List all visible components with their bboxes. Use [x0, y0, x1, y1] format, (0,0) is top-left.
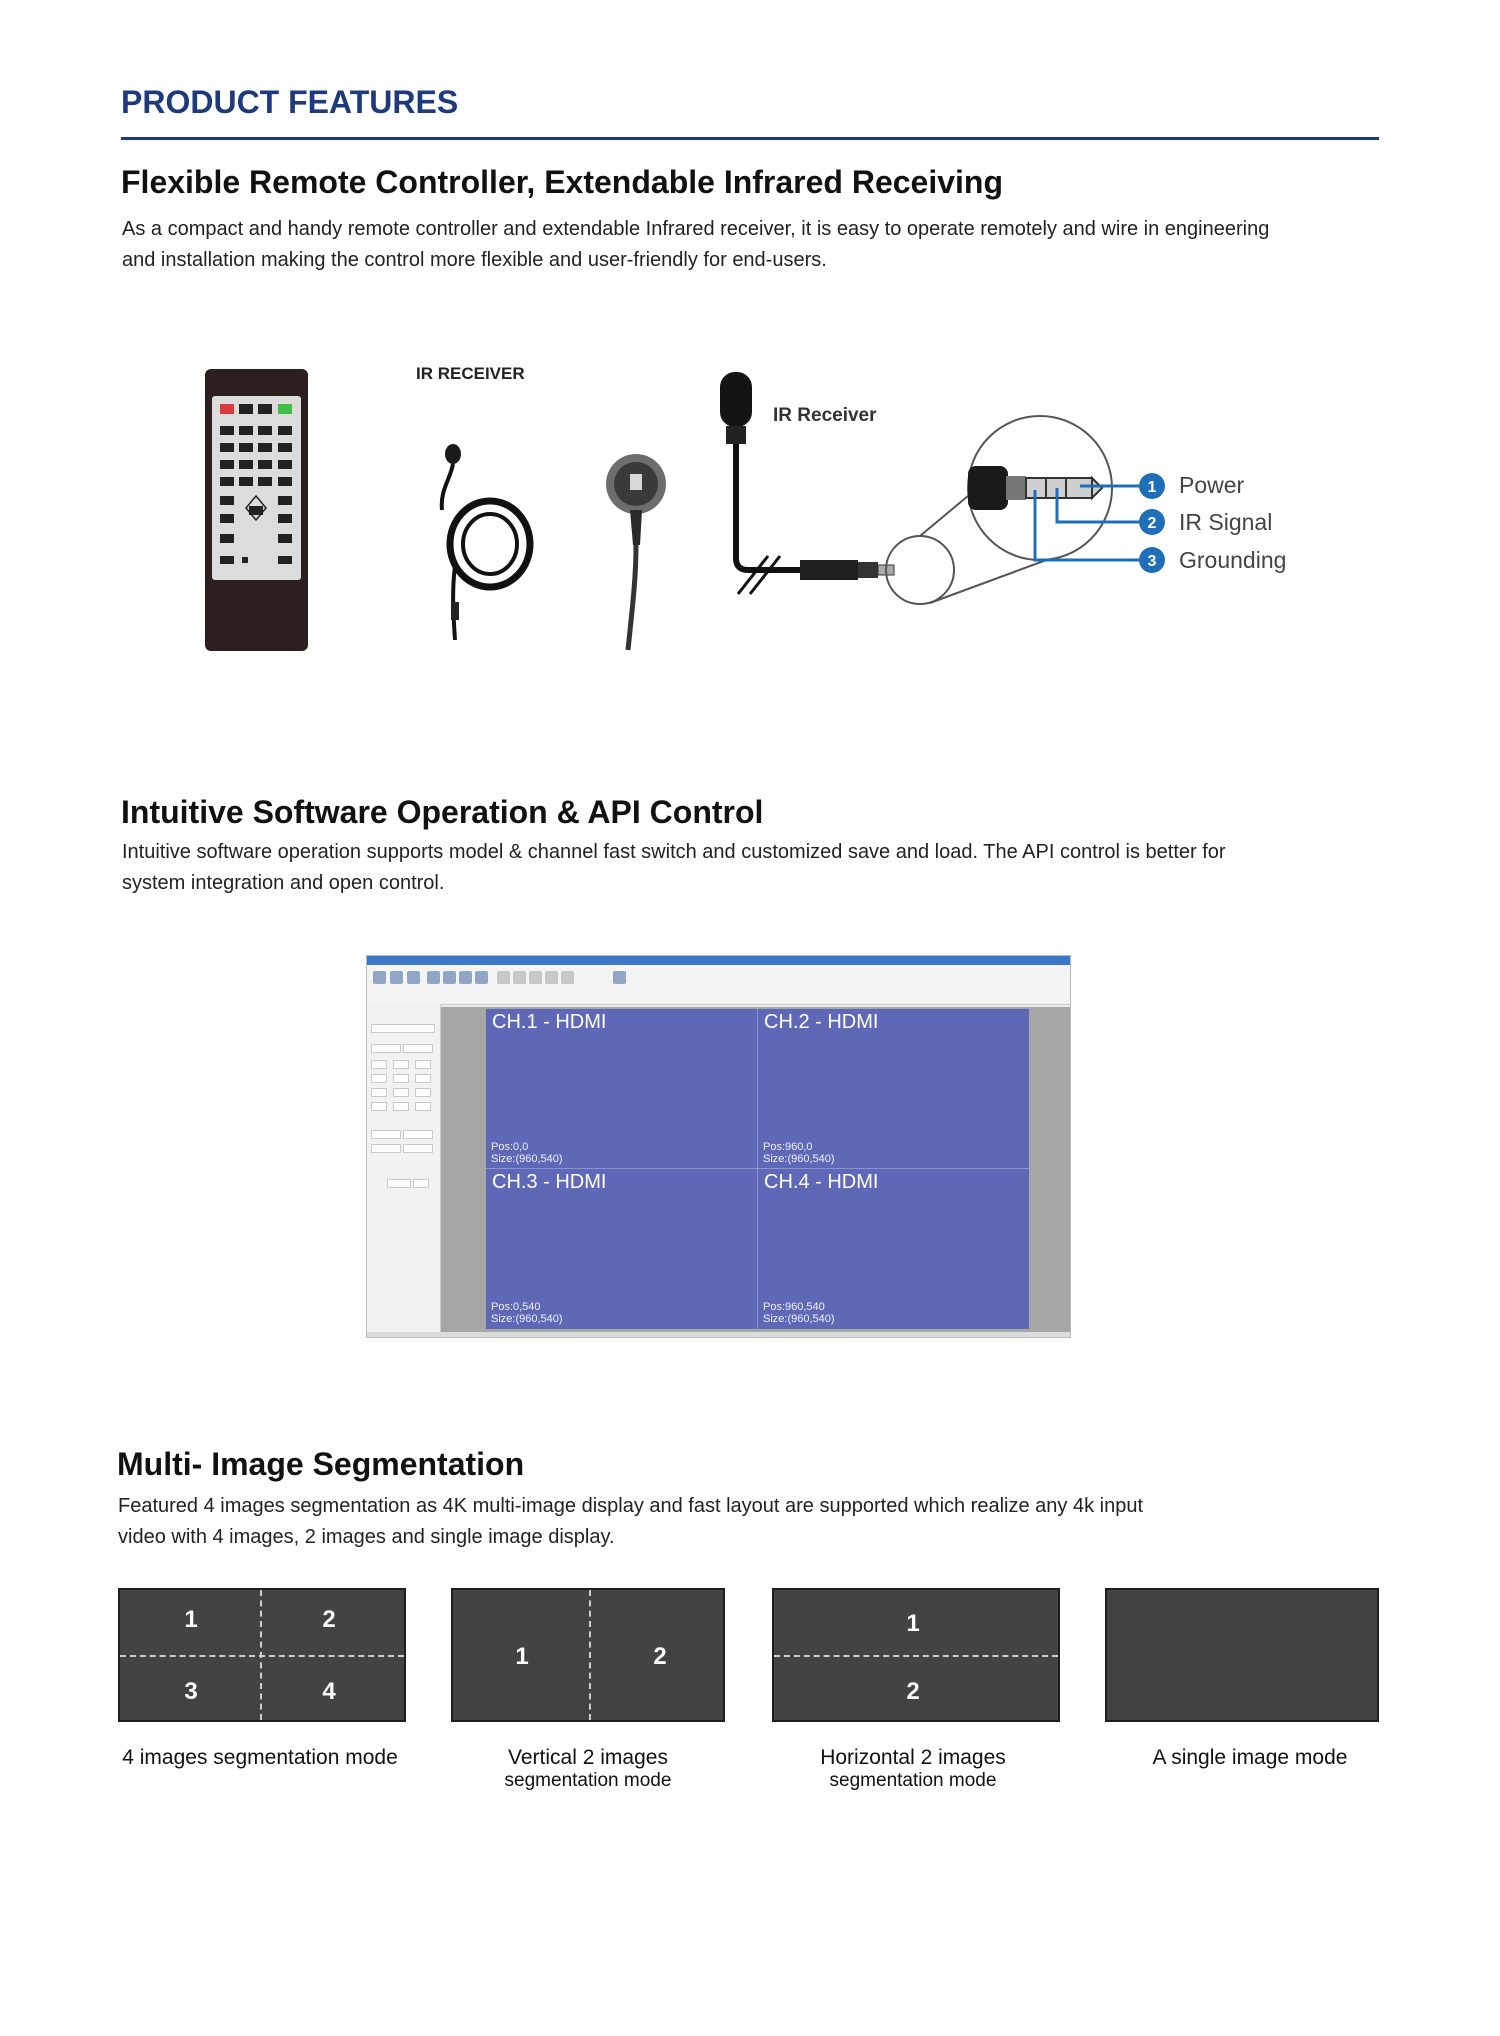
section-heading-segmentation: Multi- Image Segmentation	[117, 1446, 525, 1482]
channel-title: CH.4 - HDMI	[764, 1171, 879, 1193]
mode-caption: Horizontal 2 images segmentation mode	[820, 1746, 1006, 1791]
mode-caption: 4 images segmentation mode	[122, 1746, 398, 1769]
title-divider	[121, 137, 1379, 140]
mode-4-images-diagram	[118, 1588, 406, 1722]
region-number: 1	[184, 1606, 198, 1633]
pin-1-number: 1	[1147, 479, 1157, 496]
pin-label-ir-signal: IR Signal	[1179, 509, 1273, 535]
software-control-panel	[367, 1004, 441, 1337]
pin-3-number: 3	[1147, 553, 1157, 570]
remote-buttons-graphic	[212, 396, 301, 580]
software-titlebar	[367, 956, 1070, 965]
channel-window[interactable]	[486, 1009, 756, 1167]
channel-title: CH.3 - HDMI	[492, 1171, 607, 1193]
channel-position: Pos:960,540 Size:(960,540)	[763, 1301, 835, 1325]
channel-window[interactable]	[758, 1169, 1028, 1327]
channel-title: CH.1 - HDMI	[492, 1011, 607, 1033]
remote-controller-image	[205, 369, 308, 651]
channel-title: CH.2 - HDMI	[764, 1011, 879, 1033]
ir-receiver-caption: IR RECEIVER	[416, 364, 525, 383]
grid-divider-horizontal	[486, 1168, 1029, 1169]
dashed-divider	[120, 1655, 404, 1657]
software-screenshot	[366, 955, 1071, 1338]
region-number: 3	[184, 1678, 198, 1705]
mode-caption: Vertical 2 images segmentation mode	[504, 1746, 672, 1791]
section-body-remote: As a compact and handy remote controller and extendable Infrared receiver, it is easy to operate remotely and wire in engineering and installation making the control more flexible and user-friendly for end-users.	[122, 218, 1270, 271]
channel-position: Pos:960,0 Size:(960,540)	[763, 1141, 835, 1165]
channel-position: Pos:0,0 Size:(960,540)	[491, 1141, 563, 1165]
dashed-divider	[589, 1590, 591, 1720]
pin-label-grounding: Grounding	[1179, 547, 1287, 573]
region-number: 1	[906, 1610, 920, 1637]
channel-window[interactable]	[758, 1009, 1028, 1167]
section-body-software: Intuitive software operation supports model & channel fast switch and customized save and load. The API control is better for system integration and open control.	[122, 841, 1226, 894]
ir-receiver-pinout-diagram	[700, 360, 1320, 610]
mode-horizontal-2-diagram	[772, 1588, 1060, 1722]
software-toolbar	[367, 965, 1070, 1005]
region-number: 4	[322, 1678, 336, 1705]
mode-vertical-2-diagram	[451, 1588, 725, 1722]
pin-2-number: 2	[1147, 515, 1157, 532]
channel-window[interactable]	[486, 1169, 756, 1327]
section-heading-software: Intuitive Software Operation & API Control	[121, 794, 764, 830]
grid-divider-vertical	[757, 1009, 758, 1329]
dashed-divider	[774, 1655, 1058, 1657]
region-number: 2	[906, 1678, 920, 1705]
region-number: 2	[322, 1606, 336, 1633]
software-channel-grid	[486, 1009, 1029, 1329]
channel-position: Pos:0,540 Size:(960,540)	[491, 1301, 563, 1325]
diagram-label-ir-receiver: IR Receiver	[773, 405, 877, 426]
mode-single-image-diagram	[1105, 1588, 1379, 1722]
section-heading-remote: Flexible Remote Controller, Extendable Infrared Receiving	[121, 164, 1004, 200]
region-number: 2	[653, 1643, 667, 1670]
page-title: PRODUCT FEATURES	[121, 84, 459, 120]
ir-receiver-cable-image	[400, 370, 690, 660]
region-number: 1	[515, 1643, 529, 1670]
mode-caption: A single image mode	[1152, 1746, 1348, 1769]
remote-button-panel	[212, 396, 301, 580]
pin-label-power: Power	[1179, 472, 1245, 498]
software-statusbar	[367, 1332, 1070, 1337]
section-body-segmentation: Featured 4 images segmentation as 4K multi-image display and fast layout are supported which realize any 4k input video with 4 images, 2 images and single image display.	[118, 1495, 1144, 1548]
